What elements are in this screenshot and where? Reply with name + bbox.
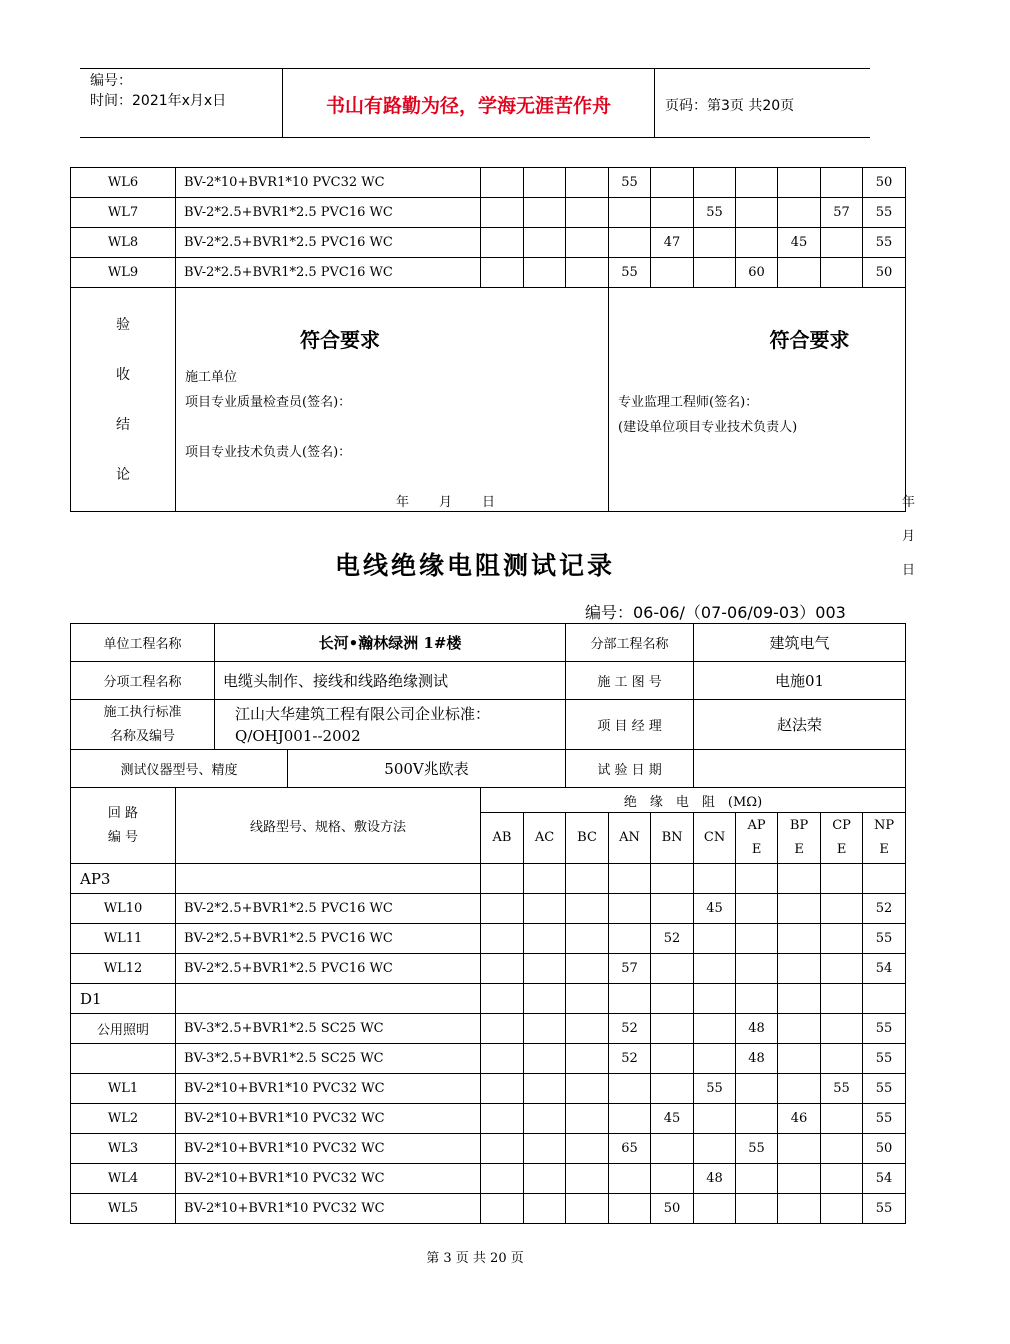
- resistance-value: [821, 894, 863, 924]
- resistance-value: 50: [651, 1194, 694, 1224]
- line-spec: BV-3*2.5+BVR1*2.5 SC25 WC: [176, 1014, 481, 1044]
- group-label: AP3: [71, 864, 176, 894]
- line-spec: BV-2*2.5+BVR1*2.5 PVC16 WC: [176, 228, 481, 258]
- resistance-value: [651, 894, 694, 924]
- resistance-value: 45: [651, 1104, 694, 1134]
- resistance-value: 50: [863, 258, 906, 288]
- resistance-value: [524, 228, 566, 258]
- table-row: [71, 228, 906, 258]
- resistance-value: [778, 954, 821, 984]
- resistance-value: 55: [694, 198, 736, 228]
- tech-lead-sign: 项目专业技术负责人(签名)：: [185, 445, 352, 460]
- line-spec: BV-2*2.5+BVR1*2.5 PVC16 WC: [176, 924, 481, 954]
- resistance-value: 46: [778, 1104, 821, 1134]
- page-header: [80, 68, 870, 138]
- resistance-value: [694, 1014, 736, 1044]
- resistance-value: [481, 1104, 524, 1134]
- line-spec: BV-2*2.5+BVR1*2.5 PVC16 WC: [176, 258, 481, 288]
- resistance-value: [821, 954, 863, 984]
- contractor-unit: 施工单位: [185, 370, 238, 385]
- resistance-value: [778, 168, 821, 198]
- resistance-value: [524, 1044, 566, 1074]
- resistance-value: [821, 258, 863, 288]
- owner-tech-lead: (建设单位项目专业技术负责人): [618, 420, 798, 435]
- loop-id: [71, 1044, 176, 1074]
- resistance-value: [736, 228, 778, 258]
- table-row: [71, 258, 906, 288]
- record-doc-no: 编号：06-06/（07-06/09-03）003: [585, 603, 846, 622]
- col-header: AN: [609, 813, 651, 864]
- conclusion-contractor: [176, 288, 609, 512]
- resistance-value: [694, 1134, 736, 1164]
- header-code: 编号：: [90, 73, 132, 89]
- resistance-value: [778, 1044, 821, 1074]
- header-page: 页码：第3页 共20页: [665, 98, 795, 114]
- standard-label: 施工执行标准 名称及编号: [71, 700, 215, 750]
- resistance-value: [566, 258, 609, 288]
- resistance-value: 52: [609, 1044, 651, 1074]
- resistance-value: [524, 894, 566, 924]
- resistance-value: [609, 1074, 651, 1104]
- manager-label: 项 目 经 理: [566, 700, 694, 750]
- col-loop: 回 路 编 号: [71, 788, 176, 864]
- right-result: 符合要求: [769, 328, 850, 352]
- resistance-value: 54: [863, 1164, 906, 1194]
- resistance-value: [694, 954, 736, 984]
- resistance-value: [524, 1134, 566, 1164]
- resistance-value: [524, 258, 566, 288]
- resistance-value: [566, 1074, 609, 1104]
- col-header: NP E: [863, 813, 906, 864]
- resistance-value: [481, 894, 524, 924]
- resistance-value: 52: [651, 924, 694, 954]
- resistance-value: 48: [694, 1164, 736, 1194]
- loop-id: WL2: [71, 1104, 176, 1134]
- col-header: BN: [651, 813, 694, 864]
- resistance-value: [524, 924, 566, 954]
- resistance-value: [481, 924, 524, 954]
- resistance-value: 48: [736, 1044, 778, 1074]
- resistance-value: 52: [609, 1014, 651, 1044]
- resistance-value: [778, 1014, 821, 1044]
- resistance-value: [736, 1194, 778, 1224]
- supervisor-sign: 专业监理工程师(签名)：: [618, 395, 759, 410]
- resistance-value: [609, 1164, 651, 1194]
- resistance-value: [481, 1194, 524, 1224]
- resistance-value: 55: [609, 168, 651, 198]
- division-value: 建筑电气: [694, 624, 906, 662]
- resistance-value: [821, 1194, 863, 1224]
- resistance-value: [651, 954, 694, 984]
- group-row: [71, 984, 906, 1014]
- resistance-value: [651, 1044, 694, 1074]
- standard-value: 江山大华建筑工程有限公司企业标准： Q/OHJ001--2002: [215, 700, 566, 750]
- resistance-value: [651, 168, 694, 198]
- header-meta: [90, 71, 226, 139]
- resistance-value: 57: [821, 198, 863, 228]
- resistance-value: [736, 168, 778, 198]
- resistance-value: [566, 1104, 609, 1134]
- resistance-value: [736, 198, 778, 228]
- line-spec: BV-2*10+BVR1*10 PVC32 WC: [176, 1134, 481, 1164]
- manager-value: 赵法荣: [694, 700, 906, 750]
- resistance-value: [778, 1134, 821, 1164]
- loop-id: WL11: [71, 924, 176, 954]
- resistance-value: [778, 1074, 821, 1104]
- table-row: [71, 924, 906, 954]
- col-header: CP E: [821, 813, 863, 864]
- loop-id: WL7: [71, 198, 176, 228]
- loop-id: WL8: [71, 228, 176, 258]
- resistance-value: [821, 1134, 863, 1164]
- table-row: [71, 168, 906, 198]
- test-date-value: [694, 750, 906, 788]
- resistance-value: 55: [736, 1134, 778, 1164]
- line-spec: BV-2*10+BVR1*10 PVC32 WC: [176, 1194, 481, 1224]
- resistance-value: 45: [778, 228, 821, 258]
- resistance-value: [566, 228, 609, 258]
- page-footer: 第 3 页 共 20 页: [426, 1251, 524, 1266]
- conclusion-side-label: 验 收 结 论: [71, 288, 176, 512]
- resistance-value: 57: [609, 954, 651, 984]
- table-row: [71, 1014, 906, 1044]
- resistance-value: [481, 1164, 524, 1194]
- division-label: 分部工程名称: [566, 624, 694, 662]
- resistance-value: [778, 894, 821, 924]
- header-time: 时间：2021年x月x日: [90, 93, 227, 109]
- resistance-value: 55: [863, 1104, 906, 1134]
- resistance-value: [736, 1164, 778, 1194]
- resistance-value: [481, 1134, 524, 1164]
- resistance-value: 55: [609, 258, 651, 288]
- instrument-value: 500V兆欧表: [288, 750, 566, 788]
- table-row: [71, 1194, 906, 1224]
- col-header: BP E: [778, 813, 821, 864]
- resistance-value: [524, 1014, 566, 1044]
- resistance-value: 55: [694, 1074, 736, 1104]
- resistance-value: [694, 1044, 736, 1074]
- resistance-value: [651, 1164, 694, 1194]
- resistance-value: [821, 228, 863, 258]
- resistance-value: [694, 1194, 736, 1224]
- table-row: [71, 1164, 906, 1194]
- table-row: [71, 1074, 906, 1104]
- resistance-value: [694, 168, 736, 198]
- resistance-value: [778, 258, 821, 288]
- resistance-value: [736, 954, 778, 984]
- resistance-value: [821, 1014, 863, 1044]
- resistance-value: [566, 894, 609, 924]
- resistance-value: [524, 198, 566, 228]
- resistance-value: [566, 1134, 609, 1164]
- quality-inspector-sign: 项目专业质量检查员(签名)：: [185, 395, 352, 410]
- line-spec: BV-2*2.5+BVR1*2.5 PVC16 WC: [176, 954, 481, 984]
- header-motto: 书山有路勤为径，学海无涯苦作舟: [325, 95, 611, 117]
- resistance-value: [821, 1104, 863, 1134]
- resistance-value: [609, 198, 651, 228]
- resistance-value: [821, 168, 863, 198]
- resistance-value: [481, 1014, 524, 1044]
- resistance-value: [481, 1044, 524, 1074]
- resistance-value: [694, 228, 736, 258]
- resistance-value: [736, 894, 778, 924]
- resistance-value: [566, 168, 609, 198]
- loop-id: WL9: [71, 258, 176, 288]
- resistance-value: [736, 1104, 778, 1134]
- resistance-value: 48: [736, 1014, 778, 1044]
- table-row: [71, 1104, 906, 1134]
- resistance-value: [566, 1044, 609, 1074]
- resistance-value: [609, 924, 651, 954]
- resistance-value: 55: [863, 1044, 906, 1074]
- resistance-value: [524, 1074, 566, 1104]
- instrument-label: 测试仪器型号、精度: [71, 750, 288, 788]
- loop-id: WL1: [71, 1074, 176, 1104]
- loop-id: WL10: [71, 894, 176, 924]
- resistance-value: 45: [694, 894, 736, 924]
- resistance-value: 55: [863, 228, 906, 258]
- conclusion-supervisor: [609, 288, 916, 578]
- resistance-value: 54: [863, 954, 906, 984]
- contractor-date: 年 月 日: [396, 495, 496, 510]
- resistance-value: 55: [863, 1014, 906, 1044]
- col-header: AP E: [736, 813, 778, 864]
- group-label: D1: [71, 984, 176, 1014]
- resistance-value: [481, 228, 524, 258]
- resistance-value: [524, 168, 566, 198]
- table-row: [71, 894, 906, 924]
- resistance-value: [481, 198, 524, 228]
- table-row: [71, 198, 906, 228]
- table-row: [71, 1134, 906, 1164]
- resistance-value: 55: [863, 1194, 906, 1224]
- resistance-value: [481, 168, 524, 198]
- resistance-value: 52: [863, 894, 906, 924]
- resistance-value: [736, 1074, 778, 1104]
- loop-id: WL4: [71, 1164, 176, 1194]
- drawing-value: 电施01: [694, 662, 906, 700]
- resistance-value: [651, 258, 694, 288]
- resistance-value: 55: [863, 1074, 906, 1104]
- drawing-label: 施 工 图 号: [566, 662, 694, 700]
- line-spec: BV-2*2.5+BVR1*2.5 PVC16 WC: [176, 198, 481, 228]
- record-title: 电线绝缘电阻测试记录: [334, 551, 615, 580]
- line-spec: BV-2*2.5+BVR1*2.5 PVC16 WC: [176, 894, 481, 924]
- loop-id: 公用照明: [71, 1014, 176, 1044]
- resistance-value: [481, 1074, 524, 1104]
- line-spec: BV-2*10+BVR1*10 PVC32 WC: [176, 1104, 481, 1134]
- resistance-value: [566, 198, 609, 228]
- resistance-value: [778, 198, 821, 228]
- loop-id: WL12: [71, 954, 176, 984]
- subitem-value: 电缆头制作、接线和线路绝缘测试: [215, 662, 566, 700]
- col-header: AB: [481, 813, 524, 864]
- resistance-value: [481, 954, 524, 984]
- col-spec: 线路型号、规格、敷设方法: [176, 788, 481, 864]
- conclusion-row: [71, 288, 906, 512]
- resistance-value: 50: [863, 168, 906, 198]
- resistance-value: [778, 1164, 821, 1194]
- resistance-value: [736, 924, 778, 954]
- supervisor-date: 年月日: [902, 495, 916, 578]
- table-row: [71, 954, 906, 984]
- group-row: [71, 864, 906, 894]
- resistance-value: [778, 924, 821, 954]
- resistance-value: [651, 1134, 694, 1164]
- resistance-value: [821, 1164, 863, 1194]
- test-date-label: 试 验 日 期: [566, 750, 694, 788]
- resistance-value: [524, 1104, 566, 1134]
- table-row: [71, 1044, 906, 1074]
- resistance-value: [566, 954, 609, 984]
- resistance-value: [609, 228, 651, 258]
- col-resistance: 绝 缘 电 阻 (MΩ): [481, 788, 906, 813]
- record-table: [70, 623, 906, 1224]
- col-header: BC: [566, 813, 609, 864]
- subitem-label: 分项工程名称: [71, 662, 215, 700]
- resistance-value: 65: [609, 1134, 651, 1164]
- resistance-value: 55: [863, 198, 906, 228]
- resistance-value: [694, 258, 736, 288]
- resistance-value: [651, 198, 694, 228]
- resistance-value: 50: [863, 1134, 906, 1164]
- line-spec: BV-3*2.5+BVR1*2.5 SC25 WC: [176, 1044, 481, 1074]
- resistance-value: 55: [863, 924, 906, 954]
- project-label: 单位工程名称: [71, 624, 215, 662]
- col-header: CN: [694, 813, 736, 864]
- resistance-value: [609, 894, 651, 924]
- resistance-value: [524, 1194, 566, 1224]
- resistance-value: [821, 1044, 863, 1074]
- line-spec: BV-2*10+BVR1*10 PVC32 WC: [176, 1164, 481, 1194]
- resistance-value: [651, 1074, 694, 1104]
- resistance-value: [481, 258, 524, 288]
- resistance-value: [651, 1014, 694, 1044]
- resistance-value: [566, 1164, 609, 1194]
- project-value: 长河•瀚林绿洲 1#楼: [215, 624, 566, 662]
- left-result: 符合要求: [300, 328, 380, 352]
- loop-id: WL6: [71, 168, 176, 198]
- resistance-value: [566, 924, 609, 954]
- resistance-value: [524, 1164, 566, 1194]
- resistance-value: [694, 1104, 736, 1134]
- resistance-value: 47: [651, 228, 694, 258]
- line-spec: BV-2*10+BVR1*10 PVC32 WC: [176, 168, 481, 198]
- resistance-value: [778, 1194, 821, 1224]
- resistance-value: [609, 1104, 651, 1134]
- resistance-value: [694, 924, 736, 954]
- resistance-value: [566, 1014, 609, 1044]
- resistance-value: [609, 1194, 651, 1224]
- resistance-value: 60: [736, 258, 778, 288]
- resistance-value: [524, 954, 566, 984]
- col-header: AC: [524, 813, 566, 864]
- resistance-value: [821, 924, 863, 954]
- line-spec: BV-2*10+BVR1*10 PVC32 WC: [176, 1074, 481, 1104]
- loop-id: WL3: [71, 1134, 176, 1164]
- loop-id: WL5: [71, 1194, 176, 1224]
- resistance-value: 55: [821, 1074, 863, 1104]
- resistance-value: [566, 1194, 609, 1224]
